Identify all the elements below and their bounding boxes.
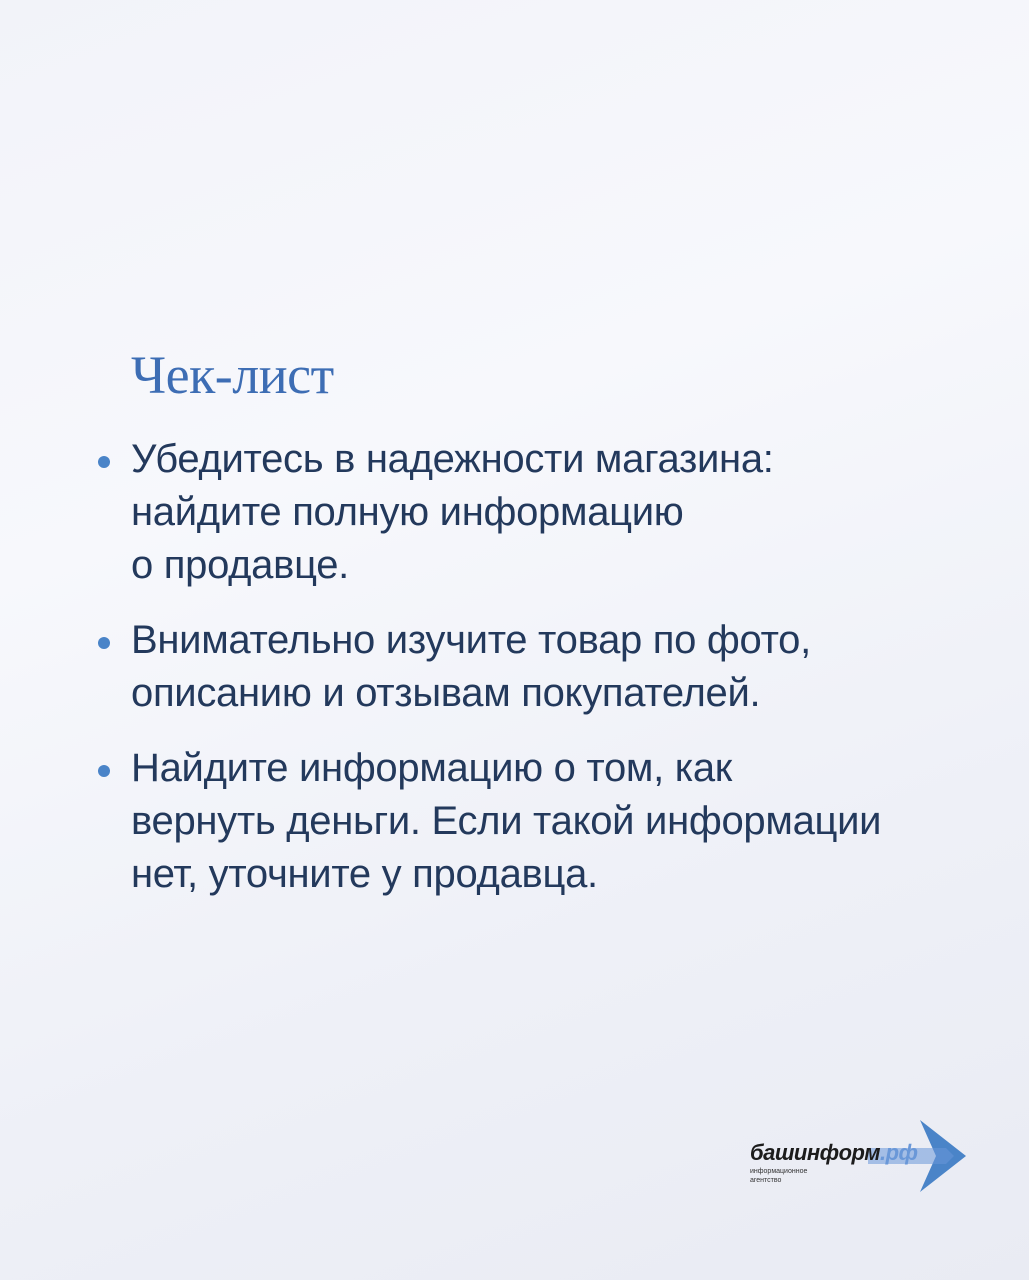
logo-subtitle: [750, 1167, 807, 1185]
checklist-item-text: Внимательно изучите товар по фото,: [131, 618, 811, 662]
checklist: [96, 433, 996, 923]
checklist-item-text: описанию и отзывам покупателей.: [131, 671, 761, 715]
checklist-item-text: Найдите информацию о том, как: [131, 746, 732, 790]
bashinform-logo: [748, 1118, 978, 1198]
checklist-item-text: Убедитесь в надежности магазина:: [131, 437, 774, 481]
bullet-dot-icon: [98, 765, 110, 777]
checklist-item: [96, 614, 996, 720]
checklist-item: [96, 433, 996, 592]
checklist-item-text: найдите полную информацию: [131, 490, 684, 534]
checklist-title: Чек-лист: [131, 345, 334, 405]
checklist-item-text: вернуть деньги. Если такой информации: [131, 799, 882, 843]
logo-wordmark: [750, 1140, 918, 1166]
logo-subtitle-line: информационное: [750, 1168, 808, 1175]
checklist-item-text: о продавце.: [131, 543, 349, 587]
checklist-item-text: нет, уточните у продавца.: [131, 852, 598, 896]
logo-domain-suffix: .рф: [879, 1140, 918, 1165]
bullet-dot-icon: [98, 456, 110, 468]
checklist-item: [96, 742, 996, 901]
logo-name-text: башинформ: [750, 1140, 880, 1165]
bullet-dot-icon: [98, 637, 110, 649]
logo-subtitle-line: агентство: [750, 1177, 782, 1184]
